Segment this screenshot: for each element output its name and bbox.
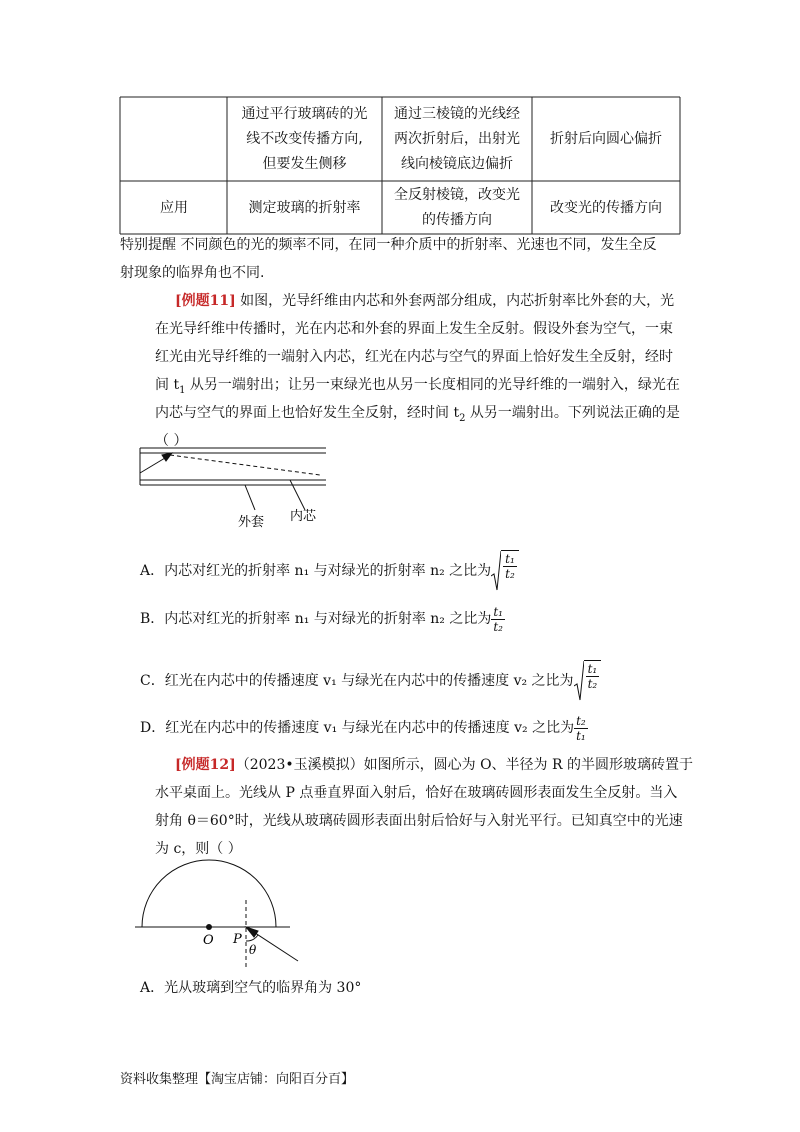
note-line-2: 射现象的临界角也不同. — [120, 265, 265, 281]
denominator: t₁ — [576, 729, 586, 743]
ex11-text: 间 t — [155, 377, 180, 393]
ex12-tag: [例题12] — [175, 757, 236, 773]
option-text: A．内芯对红光的折射率 n₁ 与对绿光的折射率 n₂ 之比为 — [140, 562, 492, 579]
table-cell-r1c2 — [228, 98, 381, 181]
cell-line: 线不改变传播方向, — [246, 131, 363, 147]
radical-sign — [574, 660, 584, 702]
label-o: O — [203, 933, 214, 948]
cell-line: 通过平行玻璃砖的光 — [241, 106, 368, 122]
ex11-text: 内芯与空气的界面上也恰好发生全反射，经时间 t — [155, 405, 460, 421]
ex11-text: 如图，光导纤维由内芯和外套两部分组成，内芯折射率比外套的大，光 — [235, 293, 675, 309]
cell-line: 两次折射后，出射光 — [394, 131, 520, 147]
option-text: C．红光在内芯中的传播速度 v₁ 与绿光在内芯中的传播速度 v₂ 之比为 — [140, 672, 574, 689]
radical-sign — [491, 550, 501, 592]
denominator: t₂ — [493, 620, 503, 634]
cell-line: 通过三棱镜的光线经 — [394, 106, 520, 122]
cell-line: 的传播方向 — [422, 212, 492, 228]
ex11-option-a[interactable] — [140, 550, 519, 592]
semicircle-glass-figure — [130, 855, 330, 975]
denominator: t₂ — [587, 677, 598, 691]
ex11-tag: [例题11] — [175, 293, 236, 309]
numerator: t₂ — [576, 714, 586, 728]
table-cell-r2-header: 应用 — [160, 199, 188, 216]
ex11-line-3: 红光由光导纤维的一端射入内芯，红光在内芯与空气的界面上恰好发生全反射，经时 — [155, 349, 673, 365]
ex11-line-2: 在光导纤维中传播时，光在内芯和外套的界面上发生全反射。假设外套为空气，一束 — [155, 321, 673, 337]
ex11-option-c[interactable] — [140, 660, 601, 702]
numerator: t₁ — [587, 662, 598, 676]
ex11-option-d[interactable] — [140, 714, 588, 743]
ex11-option-b[interactable] — [140, 605, 505, 634]
sqrt-symbol — [574, 660, 602, 702]
table-cell-r2c4: 改变光的传播方向 — [550, 199, 662, 216]
label-theta: θ — [249, 943, 257, 957]
ex12-line-2: 水平桌面上。光线从 P 点垂直界面入射后，恰好在玻璃砖圆形表面发生全反射。当入 — [155, 785, 678, 801]
ex11-line-1 — [175, 288, 674, 315]
ex12-line-1 — [175, 752, 693, 779]
table-cell-r1c4: 折射后向圆心偏折 — [550, 131, 662, 147]
center-point — [206, 924, 212, 930]
cell-line: 但要发生侧移 — [262, 156, 347, 172]
table-cell-r1c3 — [383, 98, 531, 181]
ex12-option-a[interactable]: A．光从玻璃到空气的临界角为 30° — [140, 980, 362, 996]
cell-line: 线向棱镜底边偏折 — [401, 156, 513, 172]
footer-credit: 资料收集整理【淘宝店铺：向阳百分百】 — [120, 1072, 355, 1087]
fraction — [586, 662, 600, 691]
fiber-outer-label: 外套 — [238, 515, 265, 530]
ex11-subscript: 2 — [459, 412, 466, 424]
sqrt-symbol — [491, 550, 519, 592]
table-cell-r2c3 — [383, 182, 531, 234]
optical-fiber-figure — [130, 440, 340, 535]
option-text: D．红光在内芯中的传播速度 v₁ 与绿光在内芯中的传播速度 v₂ 之比为 — [140, 720, 575, 736]
fraction — [574, 714, 588, 743]
ex11-text: 从另一端射出。下列说法正确的是 — [465, 405, 680, 421]
ex11-subscript: 1 — [179, 384, 186, 396]
ex12-line-4: 为 c，则（ ） — [155, 841, 242, 857]
option-text: B．内芯对红光的折射率 n₁ 与对绿光的折射率 n₂ 之比为 — [140, 611, 492, 627]
ex11-answer-blank: （ ） — [155, 433, 188, 449]
table-cell-r2c2: 测定玻璃的折射率 — [248, 199, 361, 216]
denominator: t₂ — [505, 567, 515, 581]
ex11-line-5 — [155, 400, 680, 432]
numerator: t₁ — [493, 605, 503, 619]
label-p: P — [233, 932, 242, 947]
fiber-inner-label: 内芯 — [290, 509, 317, 524]
note-line-1: 特别提醒 不同颜色的光的频率不同，在同一种介质中的折射率、光速也不同，发生全反 — [120, 237, 657, 253]
ex12-text: （2023•玉溪模拟）如图所示，圆心为 O、半径为 R 的半圆形玻璃砖置于 — [235, 757, 693, 773]
cell-line: 全反射棱镜，改变光 — [394, 187, 520, 203]
numerator: t₁ — [505, 552, 515, 566]
fraction — [491, 605, 505, 634]
ex12-line-3: 射角 θ＝60°时，光线从玻璃砖圆形表面出射后恰好与入射光平行。已知真空中的光速 — [155, 813, 683, 829]
ex11-text: 从另一端射出；让另一束绿光也从另一长度相同的光导纤维的一端射入，绿光在 — [185, 377, 680, 393]
fraction — [503, 552, 517, 581]
